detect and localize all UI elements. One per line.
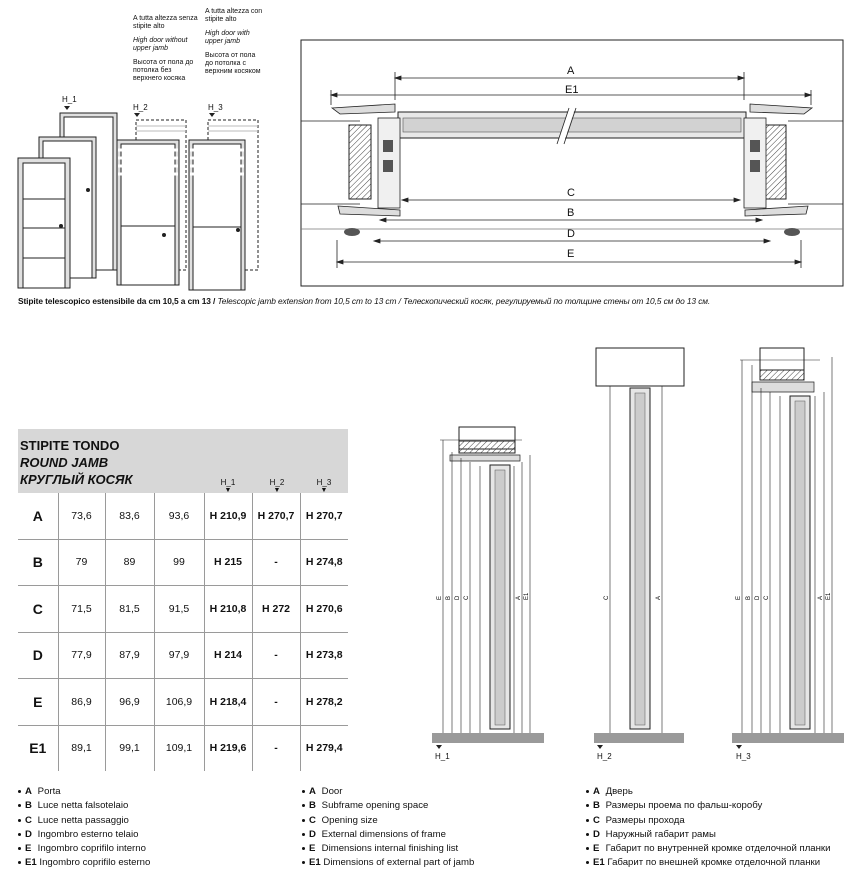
legend-key: C <box>309 814 316 826</box>
h2-annotation-ru: Высота от пола до потолка без верхнего косяка <box>133 59 194 82</box>
floor-h1 <box>432 733 544 743</box>
legend-it <box>18 785 150 871</box>
table-h3-header: H_3 ▼ <box>304 478 344 494</box>
section-dim-label: C <box>604 595 610 600</box>
door-h3 <box>189 120 258 290</box>
legend-text: Ingombro coprifilo interno <box>37 843 146 855</box>
legend-item <box>18 842 150 856</box>
door-leaf-plan <box>398 112 746 138</box>
value-cell: 91,5 <box>154 586 204 633</box>
legend-key: D <box>309 828 316 840</box>
legend-text: Размеры прохода <box>605 814 685 826</box>
height-cell-h3: H 273,8 <box>300 632 348 679</box>
bullet-icon <box>18 847 21 850</box>
table-title-en: ROUND JAMB <box>20 455 109 470</box>
wall-right-hatch <box>764 125 786 199</box>
bullet-icon <box>586 819 589 822</box>
value-cell: 109,1 <box>154 725 204 771</box>
legend-key: A <box>309 786 316 797</box>
bullet-icon <box>302 861 305 864</box>
legend-key: A <box>593 786 600 797</box>
legend-text: Ingombro coprifilo esterno <box>39 857 151 869</box>
plan-dim-e1 <box>565 84 578 96</box>
legend-key: E1 <box>593 857 605 869</box>
legend-key: B <box>309 800 316 812</box>
legend-text: Размеры проема по фальш-коробу <box>605 800 763 812</box>
legend-item <box>586 856 831 870</box>
row-letter: A <box>18 493 58 539</box>
legend-key: E <box>25 843 32 855</box>
legend-key: E <box>593 843 600 855</box>
value-cell: 79 <box>58 539 105 586</box>
bullet-icon <box>586 861 589 864</box>
table-row <box>18 632 348 679</box>
bullet-icon <box>18 790 21 793</box>
bullet-icon <box>302 819 305 822</box>
legend-key: C <box>593 814 600 826</box>
height-cell-h1: H 210,9 <box>204 493 252 539</box>
h3-annotation <box>205 8 267 76</box>
caption-en: Telescopic jamb extension from 10,5 cm to 13 cm / <box>217 296 404 306</box>
legend-item <box>586 842 831 856</box>
bullet-icon <box>18 833 21 836</box>
table-title-it: STIPITE TONDO <box>20 438 120 453</box>
legend-key: B <box>25 800 32 812</box>
value-cell: 97,9 <box>154 632 204 679</box>
value-cell: 93,6 <box>154 493 204 539</box>
section-dim-label: E <box>437 595 443 600</box>
h2-annotation-it: A tutta altezza senza stipite alto <box>133 15 198 30</box>
jamb-profile-bottom-right <box>745 206 808 216</box>
plan-dim-a: A <box>567 65 575 77</box>
legend-key: D <box>25 828 32 840</box>
bullet-icon <box>302 804 305 807</box>
legend-text: Luce netta passaggio <box>37 814 129 826</box>
plan-dim-e: E <box>567 248 575 260</box>
height-cell-h2: - <box>252 539 300 586</box>
legend-item <box>18 856 150 870</box>
value-cell: 81,5 <box>105 586 154 633</box>
legend-item <box>586 799 831 813</box>
table-row <box>18 539 348 586</box>
jamb-profile-bottom-left <box>338 206 400 216</box>
value-cell: 86,9 <box>58 679 105 726</box>
caption <box>18 296 710 306</box>
section-dim-label: B <box>746 595 752 600</box>
legend-item <box>18 828 150 842</box>
legend-key: E <box>309 843 316 855</box>
section-dim-label: D <box>455 595 461 600</box>
door-label-h3: H_3 <box>208 103 223 112</box>
bullet-icon <box>18 819 21 822</box>
height-cell-h3: H 279,4 <box>300 725 348 771</box>
legend-item <box>302 814 474 828</box>
floor-h2 <box>594 733 684 743</box>
bullet-icon <box>18 861 21 864</box>
section-label-h3: H_3 <box>736 752 751 761</box>
value-cell: 89 <box>105 539 154 586</box>
height-cell-h2: H 272 <box>252 586 300 633</box>
value-cell: 71,5 <box>58 586 105 633</box>
height-cell-h1: H 218,4 <box>204 679 252 726</box>
height-cell-h3: H 274,8 <box>300 539 348 586</box>
legend-key: E1 <box>25 857 37 869</box>
value-cell: 99 <box>154 539 204 586</box>
table-title-ru: КРУГЛЫЙ КОСЯК <box>20 472 133 487</box>
legend-text: Dimensions internal finishing list <box>321 843 459 855</box>
dimensions-table <box>18 493 348 771</box>
floor-h3 <box>732 733 844 743</box>
value-cell: 73,6 <box>58 493 105 539</box>
table-header <box>18 429 348 493</box>
h3-annotation-ru: Высота от пола до потолка с верхним косяком <box>205 52 261 75</box>
height-cell-h1: H 210,8 <box>204 586 252 633</box>
row-letter: D <box>18 632 58 679</box>
legend-item <box>586 814 831 828</box>
legend-item <box>302 856 474 870</box>
legend-item <box>586 785 831 799</box>
table-row <box>18 679 348 726</box>
section-dim-label: E1 <box>524 592 530 600</box>
table-h3-label: H_3 <box>316 478 332 487</box>
legend-key: C <box>25 814 32 826</box>
door-h2 <box>117 120 186 285</box>
bullet-icon <box>302 833 305 836</box>
legend-item <box>18 785 150 799</box>
legend-text: Ingombro esterno telaio <box>37 828 139 840</box>
height-cell-h3: H 270,6 <box>300 586 348 633</box>
wall-left-hatch <box>349 125 371 199</box>
table-h1-header: H_1 ▼ <box>208 478 248 494</box>
height-cell-h3: H 270,7 <box>300 493 348 539</box>
plan-dim-e1-text: E1 <box>565 84 579 96</box>
table-row <box>18 493 348 539</box>
door-h1-mid <box>39 137 96 278</box>
door-label-h1: H_1 <box>62 95 77 104</box>
bullet-icon <box>18 804 21 807</box>
caption-ru: Телескопический косяк, регулируемый по толщине стены от 10,5 см до 13 см. <box>403 296 711 306</box>
height-cell-h2: - <box>252 632 300 679</box>
table-h2-header: H_2 ▼ <box>257 478 297 494</box>
value-cell: 83,6 <box>105 493 154 539</box>
h3-annotation-it: A tutta altezza con stipite alto <box>205 8 263 23</box>
legend-text: Габарит по внутренней кромке отделочной планки <box>605 843 831 855</box>
legend-item <box>302 785 474 799</box>
legend-item <box>302 828 474 842</box>
section-dim-label: A <box>656 595 662 600</box>
row-letter: C <box>18 586 58 633</box>
height-cell-h1: H 215 <box>204 539 252 586</box>
table-h1-label: H_1 <box>220 478 236 487</box>
section-dim-label: D <box>755 595 761 600</box>
door-h1-front <box>18 158 70 288</box>
plan-dim-c: C <box>567 187 575 199</box>
bullet-icon <box>586 833 589 836</box>
section-h2 <box>596 348 684 733</box>
bullet-icon <box>302 847 305 850</box>
legend-item <box>18 799 150 813</box>
value-cell: 106,9 <box>154 679 204 726</box>
legend-key: A <box>25 786 32 797</box>
row-letter: B <box>18 539 58 586</box>
legend-item <box>302 842 474 856</box>
bullet-icon <box>586 804 589 807</box>
caption-it: Stipite telescopico estensibile da cm 10,5 a cm 13 / <box>18 296 218 306</box>
legend-text: Porta <box>37 786 61 797</box>
legend-key: B <box>593 800 600 812</box>
plan-dim-b: B <box>567 207 575 219</box>
h3-annotation-en: High door with upper jamb <box>205 30 250 45</box>
legend-text: Dimensions of external part of jamb <box>323 857 475 869</box>
legend-ru <box>586 785 831 871</box>
legend-text: Габарит по внешней кромке отделочной планки <box>607 857 821 869</box>
row-letter: E1 <box>29 740 47 757</box>
legend-text: Door <box>321 786 343 797</box>
table-row <box>18 586 348 633</box>
h2-annotation-en: High door without upper jamb <box>133 37 188 52</box>
value-cell: 89,1 <box>58 725 105 771</box>
legend-text: Subframe opening space <box>321 800 429 812</box>
value-cell: 77,9 <box>58 632 105 679</box>
door-h1-back <box>60 113 117 270</box>
value-cell: 87,9 <box>105 632 154 679</box>
height-cell-h3: H 278,2 <box>300 679 348 726</box>
value-cell: 99,1 <box>105 725 154 771</box>
row-letter: E <box>18 679 58 726</box>
door-label-h2: H_2 <box>133 103 148 112</box>
bullet-icon <box>302 790 305 793</box>
section-h1 <box>440 427 530 733</box>
legend-item <box>302 799 474 813</box>
legend-text: Luce netta falsotelaio <box>37 800 129 812</box>
height-cell-h1: H 219,6 <box>204 725 252 771</box>
bullet-icon <box>586 847 589 850</box>
legend-text: Opening size <box>321 814 378 826</box>
section-dim-label: C <box>764 595 770 600</box>
jamb-profile-top-left <box>332 104 395 114</box>
bullet-icon <box>586 790 589 793</box>
height-cell-h2: - <box>252 725 300 771</box>
height-cell-h1: H 214 <box>204 632 252 679</box>
legend-en <box>302 785 474 871</box>
section-dim-label: A <box>516 595 522 600</box>
h2-annotation <box>133 15 203 83</box>
legend-text: Дверь <box>605 786 633 797</box>
section-dim-label: E <box>736 595 742 600</box>
plan-dim-d: D <box>567 228 575 240</box>
height-cell-h2: H 270,7 <box>252 493 300 539</box>
section-dim-label: C <box>464 595 470 600</box>
legend-key: E1 <box>309 857 321 869</box>
legend-text: Наружный габарит рамы <box>605 828 716 840</box>
table-row <box>18 725 348 771</box>
section-dim-label: B <box>446 595 452 600</box>
section-dim-label: E1 <box>826 592 832 600</box>
legend-text: External dimensions of frame <box>321 828 446 840</box>
height-cell-h2: - <box>252 679 300 726</box>
legend-item <box>586 828 831 842</box>
section-label-h2: H_2 <box>597 752 612 761</box>
section-label-h1: H_1 <box>435 752 450 761</box>
legend-item <box>18 814 150 828</box>
value-cell: 96,9 <box>105 679 154 726</box>
legend-key: D <box>593 828 600 840</box>
jamb-profile-top-right <box>750 104 812 114</box>
section-dim-label: A <box>818 595 824 600</box>
table-h2-label: H_2 <box>269 478 285 487</box>
section-h3 <box>740 348 832 733</box>
